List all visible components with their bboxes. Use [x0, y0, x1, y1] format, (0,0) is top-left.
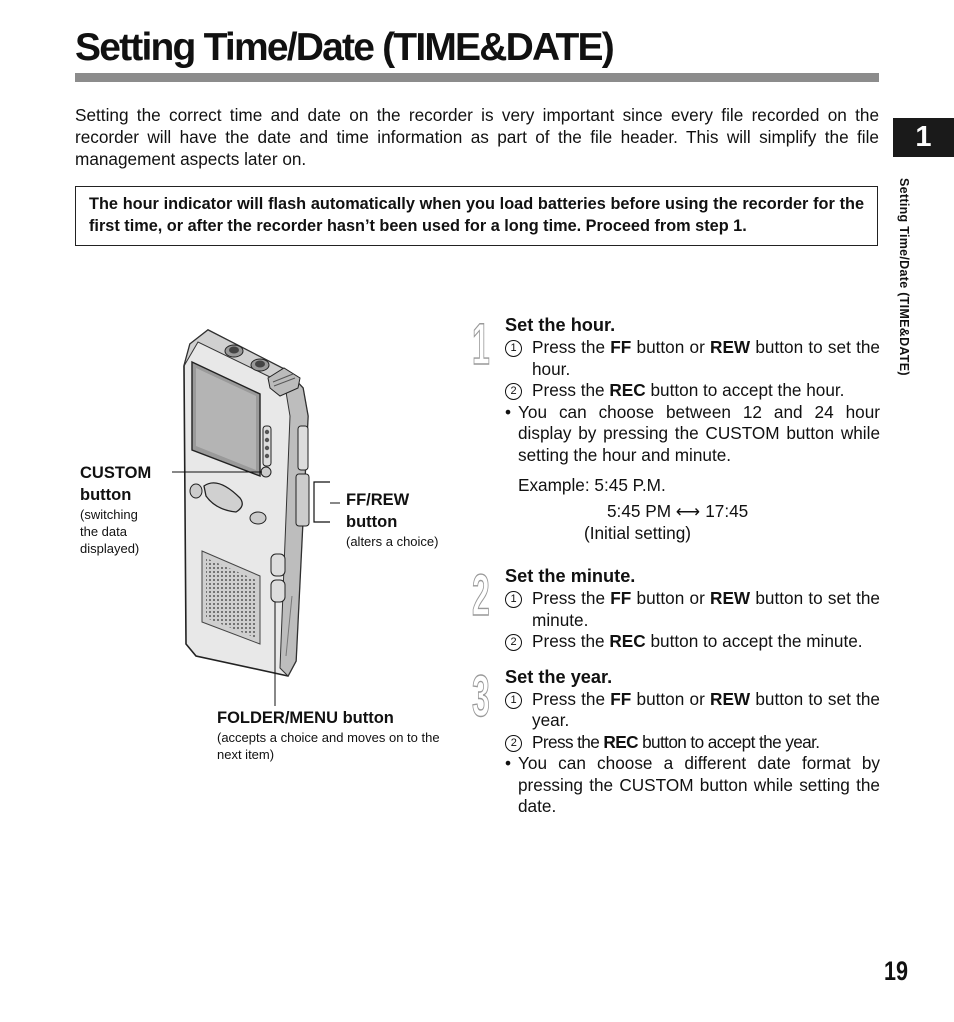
ffrew-button-callout [346, 489, 456, 550]
circled-number: 2 [505, 634, 522, 651]
example-conversion: 5:45 PM ⟷ 17:45 [607, 501, 749, 521]
step-number: 1 [472, 312, 489, 377]
page-number: 19 [884, 956, 909, 986]
step-number: 2 [472, 563, 489, 628]
step-item: 1 Press the FF button or REW button to set the minute. [505, 588, 880, 631]
example-note: (Initial setting) [584, 523, 691, 543]
circled-number: 1 [505, 692, 522, 709]
step-item: 2 Press the REC button to accept the hour. [505, 380, 880, 402]
ffrew-button-label: FF/REW button [346, 491, 410, 531]
circled-number: 2 [505, 735, 522, 752]
custom-button-callout [80, 462, 200, 557]
step-title: Set the minute. [505, 566, 636, 586]
step-1 [470, 314, 880, 544]
ffrew-button-desc: (alters a choice) [346, 534, 439, 549]
step-3 [470, 663, 880, 818]
step-title: Set the year. [505, 666, 613, 687]
step-item: 2 Press the REC button to accept the minute. [505, 631, 880, 653]
folder-menu-button-label: FOLDER/MENU button [217, 709, 394, 727]
step-item: 1 Press the FF button or REW button to set the hour. [505, 337, 880, 380]
steps-list [470, 312, 880, 818]
step-2 [470, 565, 880, 653]
page-title: Setting Time/Date (TIME&DATE) [75, 26, 613, 69]
custom-button-desc: (switching the data displayed) [80, 507, 140, 556]
circled-number: 2 [505, 383, 522, 400]
folder-menu-button-desc: (accepts a choice and moves on to the next item) [217, 730, 440, 762]
custom-button-label: CUSTOM button [80, 464, 152, 504]
step-item: 2 Press the REC button to accept the year. [505, 732, 880, 754]
circled-number: 1 [505, 340, 522, 357]
chapter-tab: 1 [893, 118, 954, 157]
step-bullet: • You can choose between 12 and 24 hour display by pressing the CUSTOM button while setting the hour and minute. [505, 401, 880, 465]
step-number: 3 [472, 663, 489, 729]
example-label: Example: 5:45 P.M. [518, 475, 666, 495]
step-bullet: • You can choose a different date format by pressing the CUSTOM button while setting the date. [505, 753, 880, 816]
step-title: Set the hour. [505, 315, 616, 335]
intro-paragraph: Setting the correct time and date on the recorder is very important since every file recorded on the recorder will have the date and time information as part of the file header. This will simplify the file management aspects later on. [75, 105, 879, 169]
notice-box: The hour indicator will flash automatically when you load batteries before using the recorder for the first time, or after the recorder hasn’t been used for a long time. Proceed from step 1. [75, 186, 878, 246]
side-section-label: Setting Time/Date (TIME&DATE) [897, 178, 911, 376]
folder-menu-button-callout [217, 707, 457, 763]
step-item: 1 Press the FF button or REW button to set the year. [505, 689, 880, 732]
circled-number: 1 [505, 591, 522, 608]
